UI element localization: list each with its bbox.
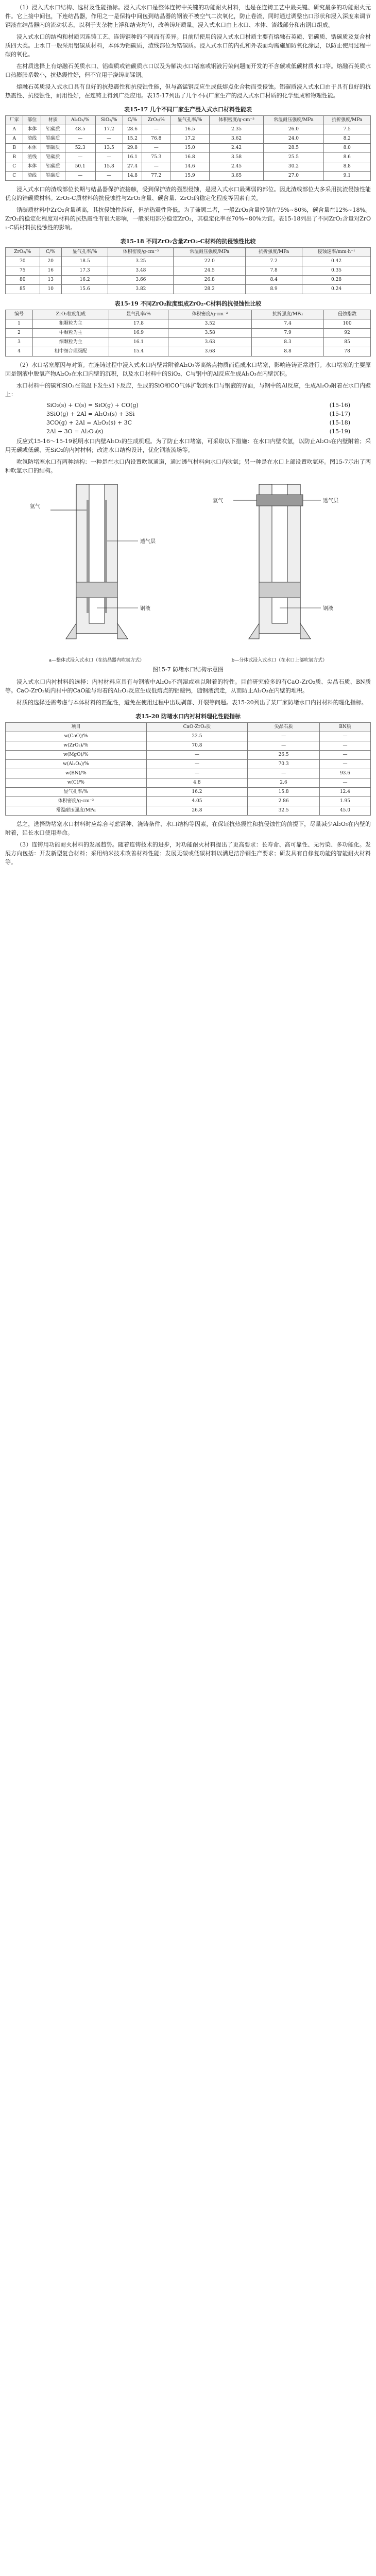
table-cell: 2.35: [209, 125, 264, 134]
equation-expr: SiO₂(s) + C(s) = SiO(g) + CO(g): [46, 402, 139, 409]
slag-line-band: [76, 582, 117, 598]
table-cell: 50.1: [65, 162, 95, 172]
table-header-cell: 体积密度/g·cm⁻³: [209, 116, 264, 125]
label-steel: 钢液: [322, 606, 333, 612]
table-cell: 10: [40, 285, 61, 294]
table-header-cell: BN质: [319, 723, 370, 732]
table-row: [6, 741, 371, 751]
equation-number: (15-16): [329, 402, 350, 409]
table-header-cell: C/%: [123, 116, 142, 125]
table-cell: w(ZrO₂)/%: [6, 741, 147, 751]
table-cell: 显气孔率/%: [6, 788, 147, 797]
table-cell: —: [142, 125, 170, 134]
table-row: [6, 769, 371, 778]
table-row: [6, 276, 371, 285]
nozzle-port: [117, 623, 128, 639]
equation-expr: 3CO(g) + 2Al = Al₂O₃(s) + 3C: [46, 419, 132, 426]
table-cell: 85: [6, 285, 40, 294]
table-cell: 7.2: [246, 257, 302, 266]
paragraph: 熔融石英质浸入式水口具有良好的抗热震性和抗侵蚀性能，但与高锰钢反应生成低熔点化合物而受侵蚀。铝碳质浸入式水口由于具有良好的抗热震性、抗侵蚀性，耐用性好，在连铸上得到广泛应用。表15-17列出了几个不同厂家生产的浸入式水口材质的化学组成和物理性能。: [5, 83, 371, 99]
table-header-row: [6, 248, 371, 257]
table-cell: 27.4: [123, 162, 142, 172]
table-cell: 12.4: [319, 788, 370, 797]
table-cell: 3.82: [108, 285, 174, 294]
table-cell: 3.25: [108, 257, 174, 266]
table-cell: w(BN)/%: [6, 769, 147, 778]
table-cell: 3: [6, 338, 33, 347]
table-cell: 1.95: [319, 797, 370, 806]
table-cell: 22.0: [174, 257, 246, 266]
table-row: [6, 319, 371, 329]
table-cell: 25.5: [264, 153, 323, 162]
table-header-cell: 抗折强度/MPa: [246, 248, 302, 257]
table-cell: 70.8: [146, 741, 248, 751]
table-cell: 20: [40, 257, 61, 266]
table-cell: 常温耐压强度/MPa: [6, 806, 147, 816]
table-cell: B: [6, 144, 23, 153]
table-title: 表15-20 防堵水口内衬材料理化性能指标: [135, 713, 241, 720]
table-row: [6, 266, 371, 276]
table-cell: 3.52: [168, 319, 252, 329]
table-cell: 本体: [23, 125, 41, 134]
table-cell: 45.0: [319, 806, 370, 816]
table-cell: —: [65, 153, 95, 162]
table-cell: —: [319, 760, 370, 769]
equation-number: (15-17): [329, 411, 350, 417]
label-steel: 钢液: [140, 606, 150, 612]
table-cell: A: [6, 134, 23, 144]
table-cell: 4.8: [146, 778, 248, 788]
table-header-cell: 显气孔率/%: [170, 116, 209, 125]
equation-expr: 2Al + 3O = Al₂O₃(s): [46, 428, 104, 435]
table-cell: 渣线: [23, 172, 41, 181]
equation: [46, 419, 350, 426]
table-cell: 85: [324, 338, 371, 347]
mid-section: [5, 185, 371, 232]
table-cell: 渣线: [23, 134, 41, 144]
slag-line-band: [259, 582, 300, 598]
table-cell: 17.8: [109, 319, 168, 329]
table-cell: w(C)/%: [6, 778, 147, 788]
table-cell: 29.8: [123, 144, 142, 153]
lower-section: [5, 677, 371, 707]
table-cell: 18.5: [61, 257, 108, 266]
paragraph: （3）连铸用功能耐火材料的发展趋势。随着连铸技术的进步，对功能耐火材料提出了更高要求：长寿命、高可靠性、无污染、多功能化。发展方向包括：开发新型复合材料；采用纳米技术改善材料性能；发展无碳或低碳材料以满足洁净钢生产要求；研发具有自修复功能的智能耐火材料等。: [5, 841, 371, 866]
table-cell: 渣线: [23, 153, 41, 162]
table-cell: 3.66: [108, 276, 174, 285]
table-cell: A: [6, 125, 23, 134]
table-cell: —: [319, 741, 370, 751]
table-cell: —: [146, 760, 248, 769]
nozzle-diagram-a: [20, 479, 174, 654]
table-header-cell: ZrO₂/%: [6, 248, 40, 257]
table-cell: 2.6: [248, 778, 320, 788]
table-cell: w(MgO)/%: [6, 751, 147, 760]
table-row: [6, 162, 371, 172]
figure-subcaption: b—分体式浸入式水口（在水口上部吹氩方式）: [231, 658, 328, 663]
table-header-cell: 抗折强度/MPa: [323, 116, 370, 125]
table-cell: 铝碳质: [41, 162, 65, 172]
table-cell: 3.58: [209, 153, 264, 162]
table-cell: —: [248, 741, 320, 751]
paragraph: 材质的选择还需考虑与本体材料的匹配性，避免在使用过程中出现剥落、开裂等问题。表15-20列出了某厂家防堵水口内衬材料的理化指标。: [16, 699, 367, 706]
table-cell: 3.63: [168, 338, 252, 347]
table-cell: 16.5: [170, 125, 209, 134]
table-cell: 80: [6, 276, 40, 285]
table-cell: —: [65, 134, 95, 144]
label-argon: 氩气: [212, 498, 223, 504]
nozzle-port: [66, 623, 76, 639]
table-header-cell: 常温耐压强度/MPa: [264, 116, 323, 125]
table-cell: 体积密度/g·cm⁻³: [6, 797, 147, 806]
table-cell: w(CaO)/%: [6, 732, 147, 741]
table-cell: 52.3: [65, 144, 95, 153]
equation-number: (15-19): [329, 428, 350, 435]
zro2-grain-table: [5, 310, 371, 357]
table-cell: —: [146, 751, 248, 760]
table-cell: 4.05: [146, 797, 248, 806]
table-header-cell: ZrO₂粒度组成: [32, 310, 109, 319]
table-header-cell: 抗折强度/MPa: [252, 310, 324, 319]
table-cell: 92: [324, 329, 371, 338]
table-header-row: [6, 310, 371, 319]
table-cell: 8.8: [252, 347, 324, 357]
table-row: [6, 144, 371, 153]
table-cell: 7.4: [252, 319, 324, 329]
table-cell: 0.35: [302, 266, 371, 276]
table-cell: 铝碳质: [41, 125, 65, 134]
table-header-cell: 显气孔率/%: [61, 248, 108, 257]
label-argon: 氩气: [29, 504, 40, 510]
table-cell: 细颗粒为主: [32, 338, 109, 347]
table-cell: 24.5: [174, 266, 246, 276]
table-cell: 锆碳质: [41, 134, 65, 144]
table-cell: —: [142, 144, 170, 153]
table-cell: 26.8: [174, 276, 246, 285]
material-properties-table: [5, 115, 371, 181]
paragraph: 在材质选择上有熔融石英质水口、铝碳质或锆碳质水口以及为解决水口堵塞或钢液污染问题而开发的不含碳或低碳材质水口等。熔融石英质水口热膨胀系数小，抗热震性好，但不宜用于浇铸高锰钢。: [5, 63, 371, 78]
table-header-cell: 侵蚀速率/mm·h⁻¹: [302, 248, 371, 257]
table-cell: 8.3: [252, 338, 324, 347]
figure-subcaption: a—整体式浸入式水口（在结晶器内吹氩方式）: [48, 658, 145, 663]
table-cell: 15.8: [95, 162, 123, 172]
table-cell: 0.24: [302, 285, 371, 294]
table-cell: 9.1: [323, 172, 370, 181]
equation: [46, 428, 350, 435]
table-cell: 30.2: [264, 162, 323, 172]
paragraph: 锆碳质材料中ZrO₂含量越高，其抗侵蚀性越好，但抗热震性降低。为了兼顾二者，一般ZrO₂含量控制在75%~80%，碳含量在12%~18%。ZrO₂的稳定化程度对材料的抗热震性有很大影响，一般采用部分稳定ZrO₂，其稳定化率在70%~80%为宜。表15-18列出了不同ZrO₂含量对ZrO₂-C质材料抗侵蚀性的影响。: [5, 207, 371, 231]
table-cell: 15.9: [170, 172, 209, 181]
final-section: [5, 820, 371, 867]
table-row: [6, 760, 371, 769]
table-cell: 15.0: [170, 144, 209, 153]
table-cell: 3.58: [168, 329, 252, 338]
table-cell: 93.6: [319, 769, 370, 778]
table-cell: 16.2: [146, 788, 248, 797]
paragraph: 浸入式水口内衬材料的选择：内衬材料应具有与钢液中Al₂O₃不润湿或难以附着的特性。目前研究较多的有CaO-ZrO₂质、尖晶石质、BN质等。CaO-ZrO₂质内衬中的CaO能与附着的Al₂O₃反应生成低熔点的铝酸钙，随钢液流走，从而防止Al₂O₃在内壁的堆积。: [5, 679, 371, 694]
table-header-cell: 体积密度/g·cm⁻³: [168, 310, 252, 319]
paragraph: 浸入式水口的渣线部位长期与结晶器保护渣接触，受到保护渣的强烈侵蚀，是浸入式水口最薄弱的部位。因此渣线部位大多采用抗渣侵蚀性能优良的锆碳质材料。ZrO₂-C质材料的抗侵蚀性与ZrO₂含量、碳含量、ZrO₂的稳定化程度等因素有关。: [5, 186, 371, 201]
paragraph: （2）水口堵塞原因与对策。在连铸过程中浸入式水口内壁常附着Al₂O₃等高熔点物质而造成水口堵塞，影响连铸正常进行。水口堵塞的主要原因是钢液中脱氧产物Al₂O₃在水口内壁的沉积，以及水口材料中的SiO₂、C与钢中的Al反应生成Al₂O₃在内壁沉积。: [5, 362, 371, 377]
table-row: [6, 125, 371, 134]
table-cell: 28.6: [123, 125, 142, 134]
paragraph: 浸入式水口的结构和材质因连铸工艺、连铸钢种的不同而有差异。目前所使用的浸入式水口材质主要有熔融石英质、铝碳质、锆碳质及复合材质四大类。上水口一般采用铝碳质材料，本体为铝碳质，渣线部位为锆碳质。浸入式水口的内孔和外表面均需施加防氧化涂层，以防止使用过程中碳的氧化。: [5, 33, 371, 58]
figure-subcaptions: [5, 656, 371, 663]
table-cell: 8.6: [323, 153, 370, 162]
table-cell: 77.2: [142, 172, 170, 181]
table-cell: 24.0: [264, 134, 323, 144]
table-cell: 70.3: [248, 760, 320, 769]
table-cell: 本体: [23, 144, 41, 153]
document-page: [0, 0, 376, 875]
table-row: [6, 751, 371, 760]
table-cell: 3.65: [209, 172, 264, 181]
paragraph: 总之，选择防堵塞水口材料时应综合考虑钢种、浇铸条件、水口结构等因素，在保证抗热震性和抗侵蚀性的前提下，尽量减少Al₂O₃在内壁的附着，延长水口使用寿命。: [5, 821, 371, 836]
table-row: [6, 257, 371, 266]
table-cell: —: [65, 172, 95, 181]
post-equation-section: [5, 437, 371, 475]
table-cell: 锆碳质: [41, 153, 65, 162]
nozzle-port: [249, 623, 259, 639]
table-header-cell: ZrO₂/%: [142, 116, 170, 125]
table-cell: 15.2: [123, 134, 142, 144]
equation: [46, 402, 350, 409]
table-cell: 8.2: [323, 134, 370, 144]
label-permeable-layer: 透气层: [322, 498, 338, 504]
table-cell: 7.5: [323, 125, 370, 134]
table-header-cell: 编号: [6, 310, 33, 319]
table-cell: 16.9: [109, 329, 168, 338]
lining-material-table: [5, 722, 371, 816]
table-row: [6, 732, 371, 741]
table-row: [6, 778, 371, 788]
table-cell: 100: [324, 319, 371, 329]
nozzle-diagram-b: [202, 479, 357, 654]
table-row: [6, 347, 371, 357]
table-cell: —: [95, 153, 123, 162]
table-cell: 14.8: [123, 172, 142, 181]
table-header-cell: Al₂O₃/%: [65, 116, 95, 125]
intro-section: [5, 3, 371, 100]
table-cell: 48.5: [65, 125, 95, 134]
table-cell: 3.48: [108, 266, 174, 276]
table-row: [6, 788, 371, 797]
table-cell: —: [142, 162, 170, 172]
table-cell: 2: [6, 329, 33, 338]
table-header-cell: C/%: [40, 248, 61, 257]
table-cell: —: [146, 769, 248, 778]
table-header-cell: 材质: [41, 116, 65, 125]
table-cell: 28.5: [264, 144, 323, 153]
table-cell: 75.3: [142, 153, 170, 162]
table-cell: 15.6: [61, 285, 108, 294]
table-cell: 0.28: [302, 276, 371, 285]
table-title: 表15-19 不同ZrO₂粒度组成ZrO₂-C材料的抗侵蚀性比较: [114, 300, 262, 307]
label-permeable-layer: 透气层: [140, 539, 156, 545]
equation: [46, 411, 350, 417]
table-cell: 16.1: [109, 338, 168, 347]
table-header-cell: 体积密度/g·cm⁻³: [108, 248, 174, 257]
table-cell: C: [6, 172, 23, 181]
paragraph: 吹氩防堵塞水口有两种结构：一种是在水口内设置吹氩通道，通过透气材料向水口内吹氩；另一种是在水口上部设置吹氩环。图15-7示出了两种吹氩水口的结构。: [5, 459, 371, 474]
paragraph: （1）浸入式水口结构、选材及性能指标。浸入式水口是整体连铸中关键的功能耐火材料，也是在连铸工艺中最关键、研究最多的功能耐火元件。它上接中间包，下连结晶器，作用之一是保持中间包到结晶器的钢液不被空气二次氧化，防止卷渣，同时通过调整出口形状和浸入深度来调节钢液在结晶器内的流动状态，以利于夹杂物上浮和结壳均匀，改善铸坯质量。浸入式水口由上水口、本体、渣线部分和出钢口组成。: [5, 4, 371, 28]
table-cell: 17.2: [95, 125, 123, 134]
table-cell: 7.8: [246, 266, 302, 276]
table-cell: 8.8: [323, 162, 370, 172]
table-row: [6, 134, 371, 144]
table-cell: 26.8: [146, 806, 248, 816]
nozzle-bore: [89, 484, 105, 623]
nozzle-figure: [5, 479, 371, 654]
reaction-section: [5, 361, 371, 399]
argon-ring: [257, 495, 303, 506]
table-cell: 15.4: [109, 347, 168, 357]
table-cell: —: [319, 778, 370, 788]
table-row: [6, 153, 371, 162]
table-cell: —: [248, 769, 320, 778]
table-cell: —: [319, 732, 370, 741]
table-cell: 76.8: [142, 134, 170, 144]
table-cell: 本体: [23, 162, 41, 172]
table-cell: 27.0: [264, 172, 323, 181]
table-cell: —: [248, 732, 320, 741]
table-row: [6, 172, 371, 181]
table-title: 表15-17 几个不同厂家生产浸入式水口材料性能表: [124, 106, 252, 113]
table-cell: 铝碳质: [41, 144, 65, 153]
table-header-row: [6, 116, 371, 125]
table-cell: 16.1: [123, 153, 142, 162]
table-cell: 16: [40, 266, 61, 276]
table-row: [6, 797, 371, 806]
table-cell: 4: [6, 347, 33, 357]
equation-block: [5, 402, 371, 435]
table-cell: 中颗粒为主: [32, 329, 109, 338]
table-cell: C: [6, 162, 23, 172]
table-cell: 3.62: [209, 134, 264, 144]
table-cell: 2.42: [209, 144, 264, 153]
table-title: 表15-18 不同ZrO₂含量ZrO₂-C材料的抗侵蚀性比较: [120, 238, 256, 245]
table-cell: 70: [6, 257, 40, 266]
table-cell: 17.3: [61, 266, 108, 276]
table-row: [6, 285, 371, 294]
nozzle-port: [300, 623, 311, 639]
table-cell: 3.68: [168, 347, 252, 357]
table-cell: 8.4: [246, 276, 302, 285]
figure-title: 图15-7 防堵水口结构示意图: [152, 666, 224, 673]
table-cell: 13: [40, 276, 61, 285]
table-cell: 22.5: [146, 732, 248, 741]
table-cell: 8.9: [246, 285, 302, 294]
table-cell: 粗颗粒为主: [32, 319, 109, 329]
table-cell: 75: [6, 266, 40, 276]
table-cell: 1: [6, 319, 33, 329]
table-header-cell: 项目: [6, 723, 147, 732]
table-cell: 7.9: [252, 329, 324, 338]
table-cell: 32.5: [248, 806, 320, 816]
table-header-cell: 侵蚀指数: [324, 310, 371, 319]
equation-expr: 3SiO(g) + 2Al = Al₂O₃(s) + 3Si: [46, 411, 135, 417]
table-header-cell: 部位: [23, 116, 41, 125]
paragraph: 反应式15-16～15-19说明水口内壁Al₂O₃的生成机理。为了防止水口堵塞，可采取以下措施：在水口内壁吹氩，以防止Al₂O₃在内壁附着；采用无碳或低碳、无SiO₂的内衬材料；改进水口结构设计，优化钢液流场等。: [5, 438, 371, 453]
table-header-cell: CaO-ZrO₂质: [146, 723, 248, 732]
table-cell: 15.8: [248, 788, 320, 797]
table-cell: 0.42: [302, 257, 371, 266]
table-row: [6, 329, 371, 338]
table-cell: 2.45: [209, 162, 264, 172]
table-header-cell: 尖晶石质: [248, 723, 320, 732]
zro2-content-table: [5, 247, 371, 294]
table-header-cell: 常温耐压强度/MPa: [174, 248, 246, 257]
table-cell: 13.5: [95, 144, 123, 153]
table-cell: 14.6: [170, 162, 209, 172]
table-row: [6, 338, 371, 347]
table-cell: 26.0: [264, 125, 323, 134]
equation-number: (15-18): [329, 419, 350, 426]
table-cell: 26.5: [248, 751, 320, 760]
table-header-row: [6, 723, 371, 732]
table-cell: 16.8: [170, 153, 209, 162]
table-cell: —: [95, 172, 123, 181]
table-cell: 锆碳质: [41, 172, 65, 181]
table-header-cell: 厂家: [6, 116, 23, 125]
table-cell: 78: [324, 347, 371, 357]
table-cell: B: [6, 153, 23, 162]
table-cell: —: [319, 751, 370, 760]
table-cell: 粗中细合理级配: [32, 347, 109, 357]
table-row: [6, 806, 371, 816]
table-cell: —: [95, 134, 123, 144]
table-cell: 28.2: [174, 285, 246, 294]
table-cell: 17.2: [170, 134, 209, 144]
paragraph: 水口材料中的碳和SiO₂在高温下发生如下反应，生成的SiO和CO气体扩散到水口与钢液的界面，与钢中的Al反应，生成Al₂O₃附着在水口内壁上：: [5, 382, 371, 398]
table-cell: 2.86: [248, 797, 320, 806]
table-header-cell: SiO₂/%: [95, 116, 123, 125]
table-cell: 8.0: [323, 144, 370, 153]
table-cell: 16.2: [61, 276, 108, 285]
table-header-cell: 显气孔率/%: [109, 310, 168, 319]
table-cell: w(Al₂O₃)/%: [6, 760, 147, 769]
